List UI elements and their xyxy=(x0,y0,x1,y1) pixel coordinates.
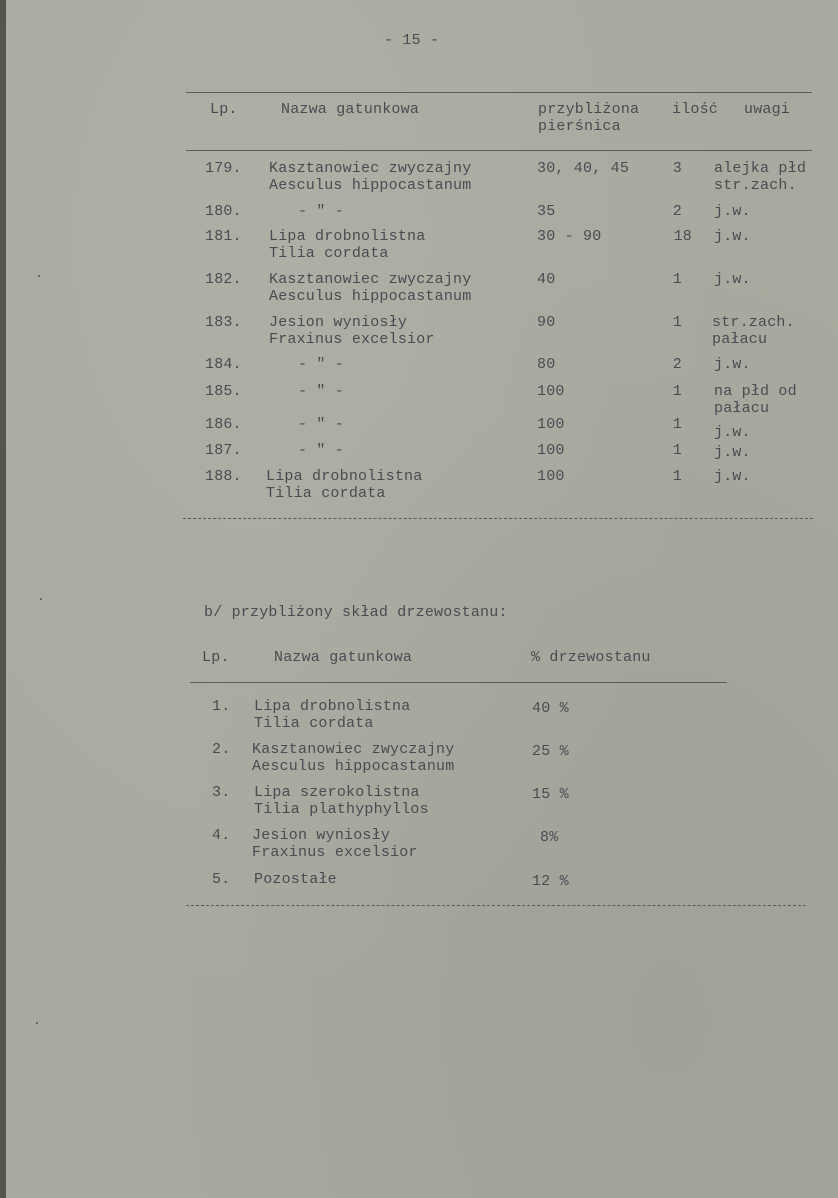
cell-remarks: j.w. xyxy=(714,444,751,461)
cell-lp: 4. xyxy=(212,827,231,844)
cell-name: Kasztanowiec zwyczajny Aesculus hippocastanum xyxy=(269,271,472,305)
cell-remarks: alejka płd str.zach. xyxy=(714,160,807,194)
cell-count: 1 xyxy=(672,271,682,288)
scan-edge xyxy=(0,0,6,1198)
cell-girth: 100 xyxy=(537,383,565,400)
header-name: Nazwa gatunkowa xyxy=(281,101,420,118)
table-b-bottom-rule xyxy=(186,905,806,906)
cell-lp: 180. xyxy=(205,203,242,220)
cell-lp: 3. xyxy=(212,784,231,801)
cell-lp: 179. xyxy=(205,160,242,177)
cell-name: Lipa drobnolistna Tilia cordata xyxy=(266,468,423,502)
cell-count: 2 xyxy=(672,356,682,373)
cell-girth: 80 xyxy=(537,356,556,373)
cell-name: - " - xyxy=(298,203,345,220)
section-b-title: b/ przybliżony skład drzewostanu: xyxy=(204,604,508,621)
cell-remarks: na płd od pałacu xyxy=(714,383,797,417)
header-lp: Lp. xyxy=(210,101,238,118)
cell-name: Lipa drobnolistna Tilia cordata xyxy=(269,228,426,262)
cell-count: 18 xyxy=(673,228,692,245)
cell-lp: 2. xyxy=(212,741,231,758)
cell-lp: 181. xyxy=(205,228,242,245)
cell-name: Kasztanowiec zwyczajny Aesculus hippocastanum xyxy=(252,741,455,775)
cell-girth: 35 xyxy=(537,203,556,220)
cell-remarks: j.w. xyxy=(714,271,751,288)
cell-share: 40 % xyxy=(532,700,569,717)
cell-count: 1 xyxy=(672,314,682,331)
header-count: ilość xyxy=(672,101,719,118)
cell-lp: 185. xyxy=(205,383,242,400)
cell-girth: 100 xyxy=(537,468,565,485)
cell-name: Jesion wyniosły Fraxinus excelsior xyxy=(269,314,435,348)
cell-name: - " - xyxy=(298,356,345,373)
cell-lp: 1. xyxy=(212,698,231,715)
cell-remarks: str.zach. pałacu xyxy=(712,314,795,348)
cell-name: Kasztanowiec zwyczajny Aesculus hippocastanum xyxy=(269,160,472,194)
table-a-header-rule xyxy=(186,150,812,151)
cell-name: Jesion wyniosły Fraxinus excelsior xyxy=(252,827,418,861)
cell-remarks: j.w. xyxy=(714,424,751,441)
header-name: Nazwa gatunkowa xyxy=(274,649,413,666)
cell-remarks: j.w. xyxy=(714,203,751,220)
cell-remarks: j.w. xyxy=(714,468,751,485)
cell-lp: 182. xyxy=(205,271,242,288)
cell-count: 1 xyxy=(672,416,682,433)
table-a-top-rule xyxy=(186,92,812,93)
cell-count: 1 xyxy=(672,383,682,400)
cell-lp: 184. xyxy=(205,356,242,373)
cell-name: Lipa szerokolistna Tilia plathyphyllos xyxy=(254,784,429,818)
table-b-header-rule xyxy=(190,682,727,683)
cell-name: - " - xyxy=(298,383,345,400)
cell-count: 2 xyxy=(672,203,682,220)
header-share: % drzewostanu xyxy=(531,649,651,666)
cell-remarks: j.w. xyxy=(714,356,751,373)
cell-girth: 40 xyxy=(537,271,556,288)
cell-lp: 183. xyxy=(205,314,242,331)
cell-girth: 100 xyxy=(537,442,565,459)
scan-speck xyxy=(40,598,42,600)
page-number: - 15 - xyxy=(384,32,440,49)
cell-name: - " - xyxy=(298,416,345,433)
cell-lp: 5. xyxy=(212,871,231,888)
cell-name: - " - xyxy=(298,442,345,459)
cell-girth: 30 - 90 xyxy=(537,228,602,245)
cell-share: 8% xyxy=(540,829,559,846)
cell-share: 12 % xyxy=(532,873,569,890)
scan-speck xyxy=(38,275,40,277)
cell-lp: 187. xyxy=(205,442,242,459)
cell-count: 1 xyxy=(672,468,682,485)
cell-share: 25 % xyxy=(532,743,569,760)
cell-lp: 188. xyxy=(205,468,242,485)
cell-count: 3 xyxy=(672,160,682,177)
cell-name: Pozostałe xyxy=(254,871,337,888)
header-lp: Lp. xyxy=(202,649,230,666)
header-remarks: uwagi xyxy=(744,101,791,118)
cell-remarks: j.w. xyxy=(714,228,751,245)
cell-count: 1 xyxy=(672,442,682,459)
cell-share: 15 % xyxy=(532,786,569,803)
cell-girth: 100 xyxy=(537,416,565,433)
scan-speck xyxy=(36,1022,38,1024)
cell-girth: 90 xyxy=(537,314,556,331)
cell-girth: 30, 40, 45 xyxy=(537,160,630,177)
cell-name: Lipa drobnolistna Tilia cordata xyxy=(254,698,411,732)
table-a-bottom-rule xyxy=(183,518,813,519)
cell-lp: 186. xyxy=(205,416,242,433)
header-girth: przybliżona pierśnica xyxy=(538,101,640,135)
